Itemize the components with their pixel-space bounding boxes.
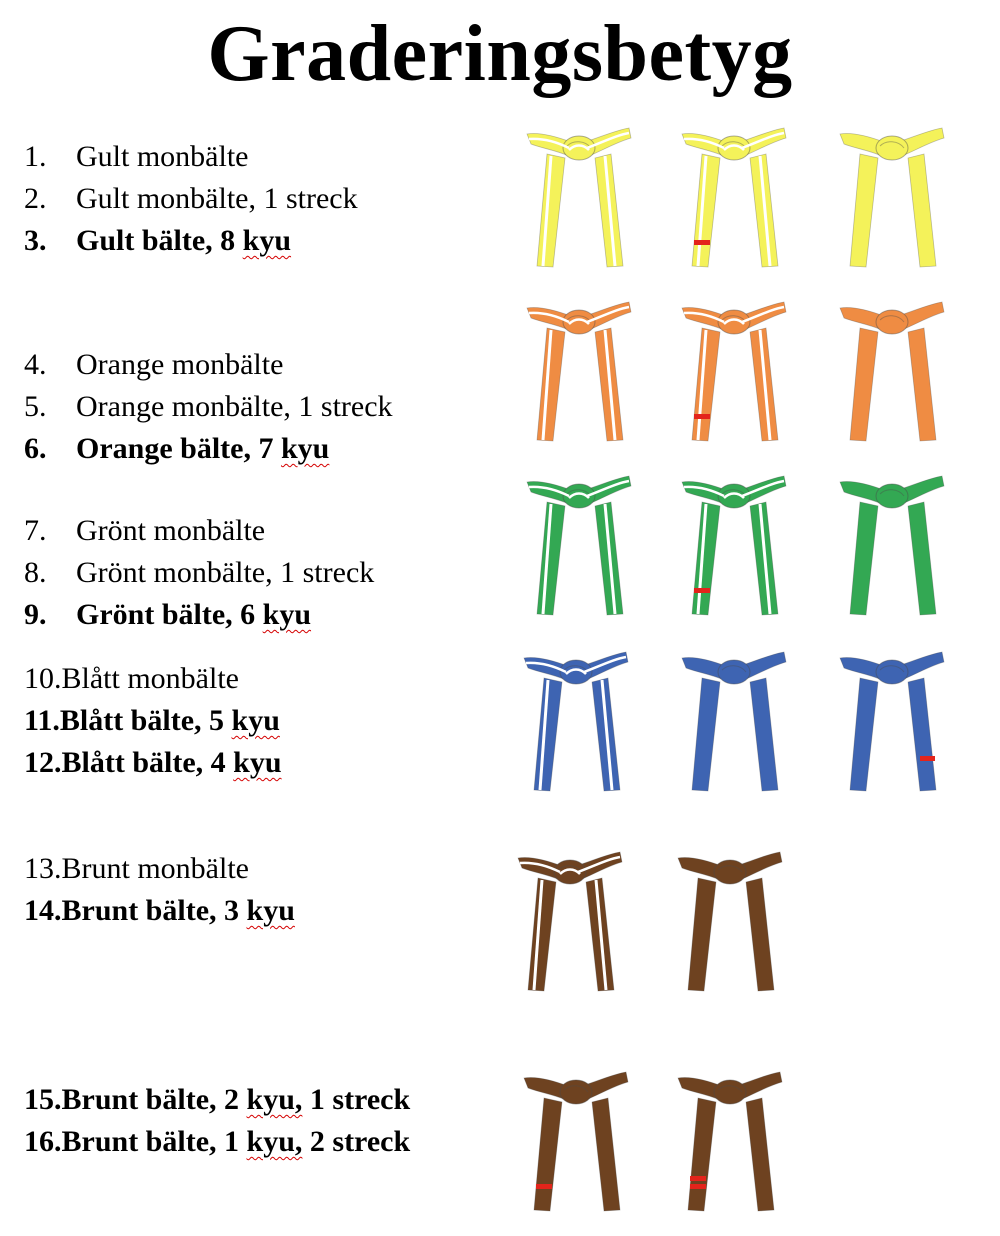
belt-orange-icon: [680, 300, 790, 445]
grade-number: 6.: [24, 432, 47, 465]
grade-number: 11.: [24, 704, 60, 737]
belt-part: [714, 860, 746, 884]
grade-item: [24, 516, 265, 546]
belt-yellow-icon: [680, 126, 790, 271]
grade-number: 2.: [24, 182, 47, 215]
belt-marking: [536, 1184, 552, 1189]
belt-green-icon: [838, 474, 948, 619]
grade-number: 5.: [24, 390, 47, 423]
grade-label: Grönt monbälte: [76, 514, 266, 547]
grade-label: Brunt bälte, 3: [61, 894, 247, 927]
belt-part: [746, 878, 774, 991]
belt-brown-icon: [676, 1070, 786, 1215]
spellcheck-flagged-word: kyu: [246, 894, 295, 927]
belt-part: [746, 1098, 774, 1211]
spellcheck-flagged-word: kyu: [280, 432, 330, 465]
grade-label: Blått bälte, 4: [61, 746, 234, 779]
belt-part: [688, 1098, 716, 1211]
grade-label: Grönt monbälte, 1 streck: [76, 556, 375, 589]
belt-marking: [920, 756, 935, 761]
belt-yellow-icon: [525, 126, 635, 271]
belt-part: [876, 660, 908, 684]
spellcheck-flagged-word: kyu,: [246, 1125, 303, 1158]
belt-part: [850, 502, 878, 615]
grade-number: 15.: [24, 1083, 62, 1116]
spellcheck-flagged-word: kyu: [242, 224, 292, 257]
grade-number: 13.: [24, 852, 62, 885]
grade-label: Brunt bälte, 1: [61, 1125, 247, 1158]
belt-part: [534, 1098, 562, 1211]
grade-number: 12.: [24, 746, 62, 779]
grade-item: [24, 226, 291, 256]
belt-part: [850, 154, 878, 267]
grade-item: [24, 142, 248, 172]
spellcheck-flagged-word: kyu: [262, 598, 312, 631]
grade-number: 10.: [24, 662, 62, 695]
belt-marking: [694, 414, 710, 419]
grade-number: 1.: [24, 140, 47, 173]
belt-marking: [694, 240, 710, 245]
belt-green-icon: [525, 474, 635, 619]
grade-number: 16.: [24, 1125, 62, 1158]
grade-label: Orange monbälte: [76, 348, 284, 381]
belt-part: [592, 1098, 620, 1211]
belt-part: [750, 678, 778, 791]
belt-part: [908, 502, 936, 615]
grade-label: Grönt bälte, 6: [76, 598, 263, 631]
belt-brown-icon: [516, 850, 626, 995]
grade-label: Brunt bälte, 2: [61, 1083, 247, 1116]
grade-label-suffix: 2 streck: [302, 1125, 411, 1158]
belt-part: [908, 678, 936, 791]
grade-number: 14.: [24, 894, 62, 927]
grade-label: Blått bälte, 5: [59, 704, 232, 737]
belt-green-icon: [680, 474, 790, 619]
grade-item: [24, 748, 282, 778]
belt-marking: [690, 1176, 706, 1181]
belt-part: [560, 1080, 592, 1104]
grade-item: [24, 392, 393, 422]
belt-part: [688, 878, 716, 991]
belt-brown-icon: [522, 1070, 632, 1215]
spellcheck-flagged-word: kyu,: [246, 1083, 303, 1116]
grade-label: Gult bälte, 8: [76, 224, 243, 257]
grade-item: [24, 896, 295, 926]
grade-label: Blått monbälte: [61, 662, 239, 695]
grade-number: 9.: [24, 598, 47, 631]
grade-label: Orange bälte, 7: [76, 432, 281, 465]
page-title: Graderingsbetyg: [207, 10, 793, 98]
belt-marking: [694, 588, 710, 593]
belt-blue-icon: [838, 650, 948, 795]
belt-marking: [690, 1184, 706, 1189]
grade-label-suffix: 1 streck: [302, 1083, 411, 1116]
belt-part: [876, 136, 908, 160]
belt-part: [718, 660, 750, 684]
spellcheck-flagged-word: kyu: [233, 746, 282, 779]
grade-item: [24, 558, 374, 588]
grade-number: 4.: [24, 348, 47, 381]
belt-part: [850, 678, 878, 791]
belt-part: [692, 678, 720, 791]
belt-part: [908, 328, 936, 441]
grade-label: Brunt monbälte: [61, 852, 249, 885]
grade-item: [24, 434, 329, 464]
grade-item: [24, 664, 239, 694]
grade-item: [24, 184, 358, 214]
belt-orange-icon: [838, 300, 948, 445]
grade-item: [24, 350, 283, 380]
grade-label: Gult monbälte: [76, 140, 249, 173]
grade-number: 7.: [24, 514, 47, 547]
spellcheck-flagged-word: kyu: [231, 704, 280, 737]
belt-part: [908, 154, 936, 267]
belt-brown-icon: [676, 850, 786, 995]
grade-item: [24, 1085, 410, 1115]
grade-number: 8.: [24, 556, 47, 589]
grade-item: [24, 1127, 410, 1157]
belt-part: [876, 310, 908, 334]
belt-orange-icon: [525, 300, 635, 445]
grade-number: 3.: [24, 224, 47, 257]
grade-label: Gult monbälte, 1 streck: [76, 182, 358, 215]
belt-part: [876, 484, 908, 508]
belt-part: [714, 1080, 746, 1104]
belt-yellow-icon: [838, 126, 948, 271]
grade-item: [24, 706, 280, 736]
belt-part: [850, 328, 878, 441]
belt-blue-icon: [522, 650, 632, 795]
grade-label: Orange monbälte, 1 streck: [76, 390, 393, 423]
belt-blue-icon: [680, 650, 790, 795]
grade-item: [24, 600, 311, 630]
grade-item: [24, 854, 249, 884]
